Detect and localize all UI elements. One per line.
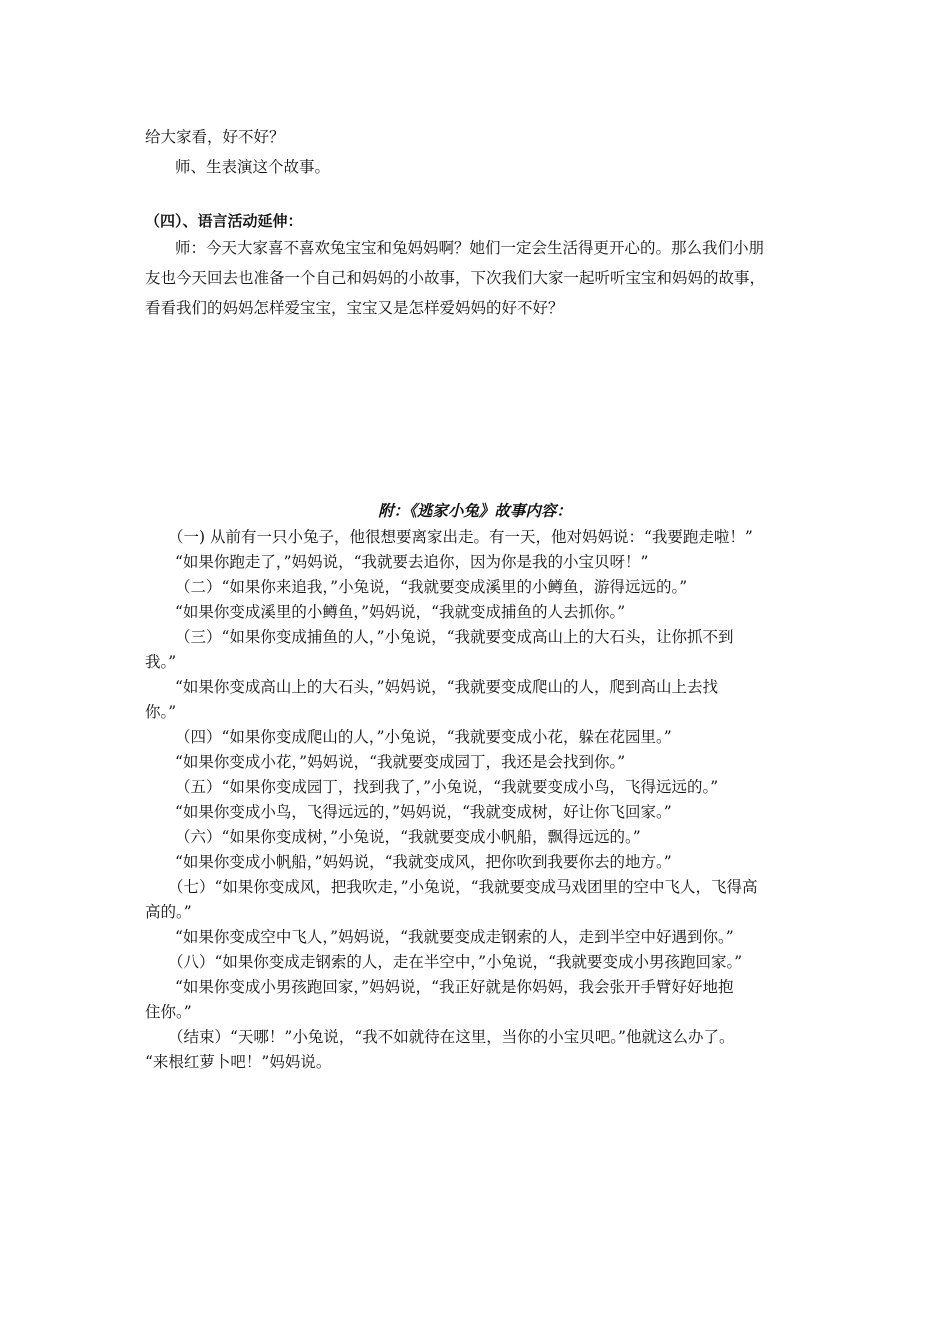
story-line: （二）“如果你来追我，”小兔说，“我就要变成溪里的小鳟鱼，游得远远的。”: [175, 578, 688, 596]
story-line: （四）“如果你变成爬山的人，”小兔说，“我就要变成小花，躲在花园里。”: [175, 728, 672, 746]
story-line: “如果你跑走了，”妈妈说，“我就要去追你，因为你是我的小宝贝呀！”: [175, 553, 649, 571]
story-line: “如果你变成空中飞人，”妈妈说，“我就要变成走钢索的人，走到半空中好遇到你。”: [175, 928, 734, 946]
story-line: “如果你变成小男孩跑回家，”妈妈说，“我正好就是你妈妈，我会张开手臂好好地抱: [175, 978, 734, 996]
story-line: 我。”: [145, 653, 177, 671]
lesson-line-2: 师、生表演这个故事。: [175, 158, 331, 176]
paragraph-line-2: 友也今天回去也准备一个自己和妈妈的小故事，下次我们大家一起听听宝宝和妈妈的故事，: [145, 269, 766, 287]
story-line: “如果你变成小花，”妈妈说，“我就要变成园丁，我还是会找到你。”: [175, 753, 626, 771]
story-line: “如果你变成小鸟，飞得远远的，”妈妈说，“我就变成树，好让你飞回家。”: [175, 803, 672, 821]
lesson-line-1: 给大家看，好不好？: [145, 128, 285, 146]
story-line: “如果你变成高山上的大石头，”妈妈说，“我就要变成爬山的人，爬到高山上去找: [175, 678, 719, 696]
story-line: （一) 从前有一只小兔子，他很想要离家出走。有一天，他对妈妈说：“我要跑走啦！”: [168, 528, 753, 546]
paragraph-line-3: 看看我们的妈妈怎样爱宝宝，宝宝又是怎样爱妈妈的好不好？: [145, 299, 564, 317]
story-line: 高的。”: [145, 903, 192, 921]
story-line: “如果你变成小帆船，”妈妈说，“我就变成风，把你吹到我要你去的地方。”: [175, 853, 672, 871]
story-line: （五）“如果你变成园丁，找到我了，”小兔说，“我就要变成小鸟，飞得远远的。”: [175, 778, 719, 796]
story-line: “如果你变成溪里的小鳟鱼，”妈妈说，“我就变成捕鱼的人去抓你。”: [175, 603, 626, 621]
story-line: “来根红萝卜吧！”妈妈说。: [145, 1053, 332, 1071]
story-title: 附：《逃家小兔》故事内容：: [378, 501, 572, 520]
story-line: （八）“如果你变成走钢索的人，走在半空中，”小兔说，“我就要变成小男孩跑回家。”: [168, 953, 743, 971]
story-line: （结束）“天哪！”小兔说，“我不如就待在这里，当你的小宝贝吧。”他就这么办了。: [168, 1028, 735, 1046]
story-line: 住你。”: [145, 1003, 192, 1021]
story-line: （七）“如果你变成风，把我吹走，”小兔说，“我就要变成马戏团里的空中飞人，飞得高: [168, 878, 758, 896]
story-line: 你。”: [145, 703, 177, 721]
story-line: （三）“如果你变成捕鱼的人，”小兔说，“我就要变成高山上的大石头，让你抓不到: [175, 628, 734, 646]
section-heading: （四）、语言活动延伸：: [145, 212, 303, 230]
story-line: （六）“如果你变成树，”小兔说，“我就要变成小帆船，飘得远远的。”: [175, 828, 641, 846]
paragraph-line-1: 师：今天大家喜不喜欢兔宝宝和兔妈妈啊？她们一定会生活得更开心的。那么我们小朋: [175, 239, 765, 257]
